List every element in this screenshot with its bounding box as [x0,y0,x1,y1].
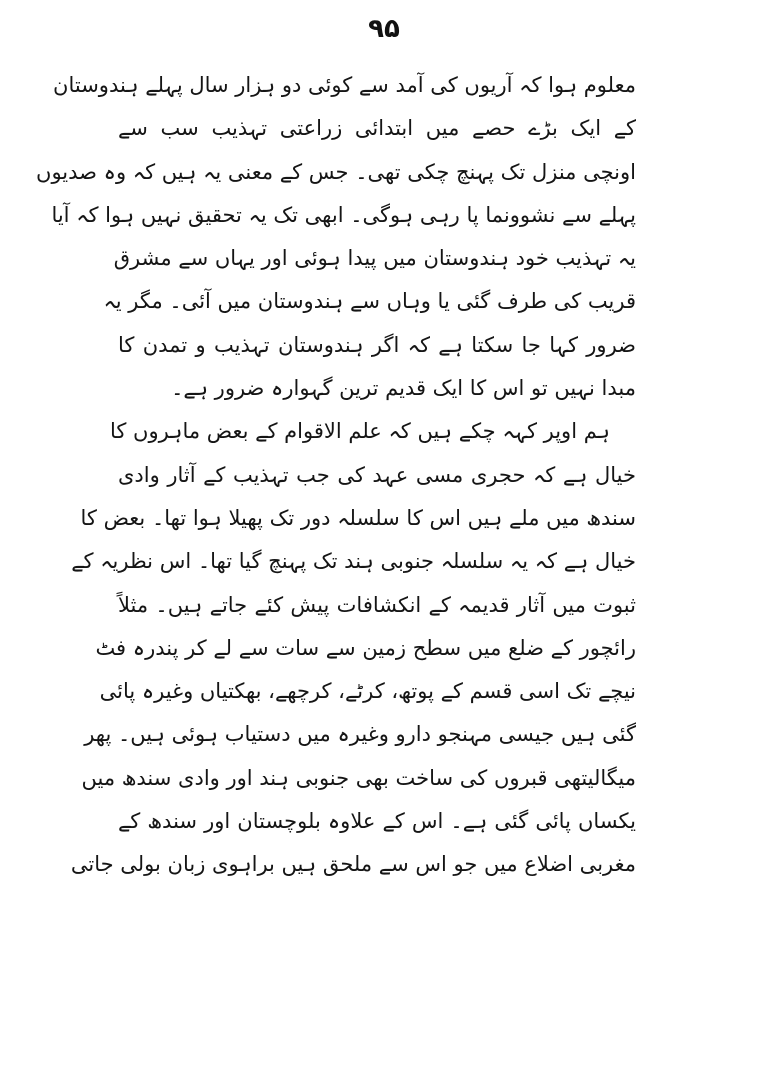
body-text [36,64,636,887]
text-line: ثبوت میں آثار قدیمہ کے انکشافات پیش کئے جاتے ہیں۔ مثلاً [118,592,636,617]
text-line: نیچے تک اسی قسم کے پوتھ، کرٹے، کرچھے، بھکتیاں وغیرہ پائی [99,679,636,704]
page-number: ۹۵ [368,14,400,44]
text-line: مغربی اضلاع میں جو اس سے ملحق ہیں براہوی زبان بولی جاتی [70,852,636,877]
text-line: گئی ہیں جیسی مہنجو دارو وغیرہ میں دستیاب ہوئی ہیں۔ پھر [84,722,636,747]
text-line: قریب کی طرف گئی یا وہاں سے ہندوستان میں آئی۔ مگر یہ [103,289,636,314]
text-line: میگالیتھی قبروں کی ساخت بھی جنوبی ہند اور وادی سندھ میں [81,765,636,790]
text-line: معلوم ہوا کہ آریوں کی آمد سے کوئی دو ہزار سال پہلے ہندوستان [53,73,636,97]
text-line: خیال ہے کہ حجری مسی عہد کی جب تہذیب کے آثار وادی [118,462,636,487]
text-line: ہم اوپر کہہ چکے ہیں کہ علم الاقوام کے بعض ماہروں کا [109,419,610,444]
text-line: یہ تہذیب خود ہندوستان میں پیدا ہوئی اور یہاں سے مشرق [113,246,636,271]
text-line: سندھ میں ملے ہیں اس کا سلسلہ دور تک پھیلا ہوا تھا۔ بعض کا [80,505,636,530]
text-line: ضرور کہا جا سکتا ہے کہ اگر ہندوستان تہذیب و تمدن کا [118,332,636,357]
text-line: یکساں پائی گئی ہے۔ اس کے علاوہ بلوچستان اور سندھ کے [118,809,636,834]
text-line: مبدا نہیں تو اس کا ایک قدیم ترین گہوارہ ضرور ہے۔ [171,376,636,401]
text-line: کے ایک بڑے حصے میں ابتدائی زراعتی تہذیب سب سے [118,116,636,141]
text-line: اونچی منزل تک پہنچ چکی تھی۔ جس کے معنی یہ ہیں کہ وہ صدیوں [36,159,636,184]
text-line: پہلے سے نشوونما پا رہی ہوگی۔ ابھی تک یہ تحقیق نہیں ہوا کہ آیا [51,202,636,227]
text-line: خیال ہے کہ یہ سلسلہ جنوبی ہند تک پہنچ گیا تھا۔ اس نظریہ کے [71,549,636,574]
text-line: رائچور کے ضلع میں سطح زمین سے سات سے لے کر پندرہ فٹ [95,635,636,660]
